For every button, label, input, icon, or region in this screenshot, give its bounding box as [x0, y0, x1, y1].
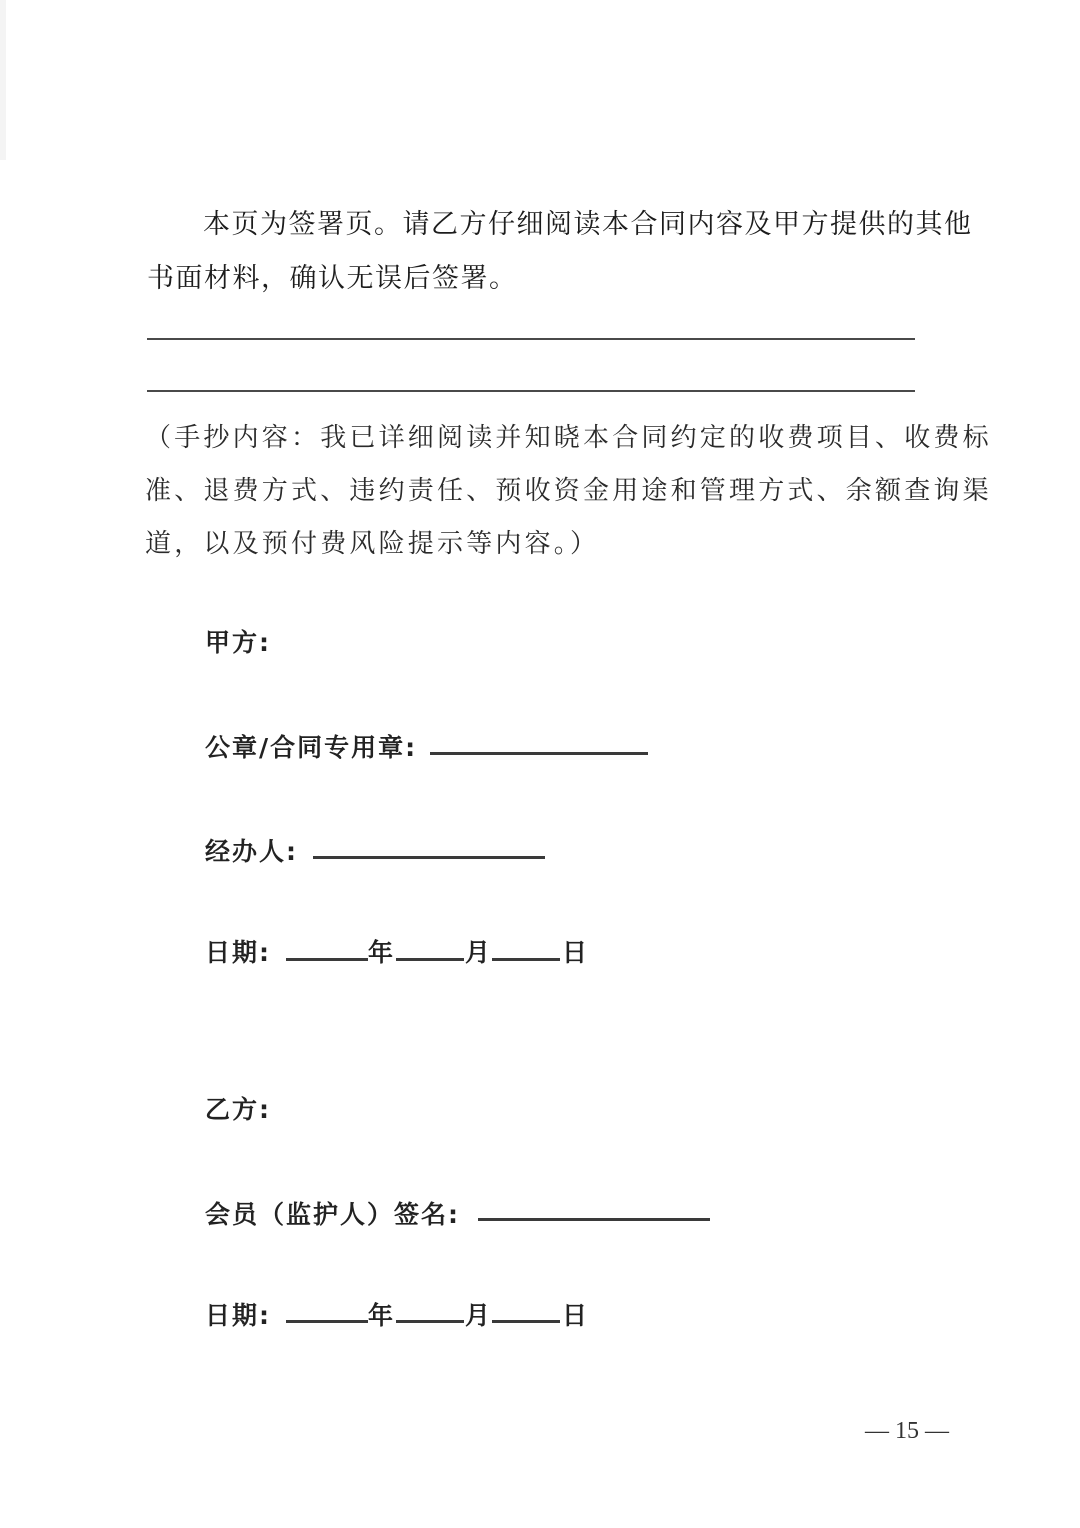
party-b-year-field[interactable] — [286, 1320, 368, 1323]
party-b-signature-label: 会员（监护人）签名: — [205, 1200, 460, 1229]
note-line-1: （手抄内容：我已详细阅读并知晓本合同约定的收费项目、收费标 — [145, 423, 992, 453]
party-a-seal-field[interactable] — [430, 752, 648, 755]
party-a-day-field[interactable] — [492, 958, 560, 961]
party-b-signature-field[interactable] — [478, 1218, 710, 1221]
intro-line-1: 本页为签署页。请乙方仔细阅读本合同内容及甲方提供的其他 — [203, 209, 973, 240]
party-b-title: 乙方: — [205, 1095, 271, 1124]
party-a-year-label: 年 — [368, 938, 396, 967]
party-b-date-label: 日期: — [205, 1301, 271, 1330]
scan-edge-shadow — [0, 0, 6, 160]
party-b-month-label: 月 — [465, 1301, 493, 1330]
handwriting-line-1[interactable] — [147, 338, 915, 340]
party-b-month-field[interactable] — [396, 1320, 464, 1323]
party-b-day-field[interactable] — [492, 1320, 560, 1323]
party-a-seal-label: 公章/合同专用章: — [205, 733, 418, 762]
party-a-handler-label: 经办人: — [205, 837, 298, 866]
note-line-2: 准、退费方式、违约责任、预收资金用途和管理方式、余额查询渠 — [145, 476, 992, 506]
page-number: — 15 — — [865, 1418, 949, 1444]
party-a-title: 甲方: — [205, 628, 271, 657]
note-line-3: 道，以及预付费风险提示等内容。） — [145, 529, 600, 559]
party-a-month-label: 月 — [465, 938, 493, 967]
party-a-year-field[interactable] — [286, 958, 368, 961]
handwriting-line-2[interactable] — [147, 390, 915, 392]
party-b-day-label: 日 — [562, 1301, 590, 1330]
party-a-day-label: 日 — [562, 938, 590, 967]
party-b-year-label: 年 — [368, 1301, 396, 1330]
party-a-handler-field[interactable] — [313, 856, 545, 859]
intro-line-2: 书面材料，确认无误后签署。 — [147, 263, 518, 294]
party-a-month-field[interactable] — [396, 958, 464, 961]
party-a-date-label: 日期: — [205, 938, 271, 967]
